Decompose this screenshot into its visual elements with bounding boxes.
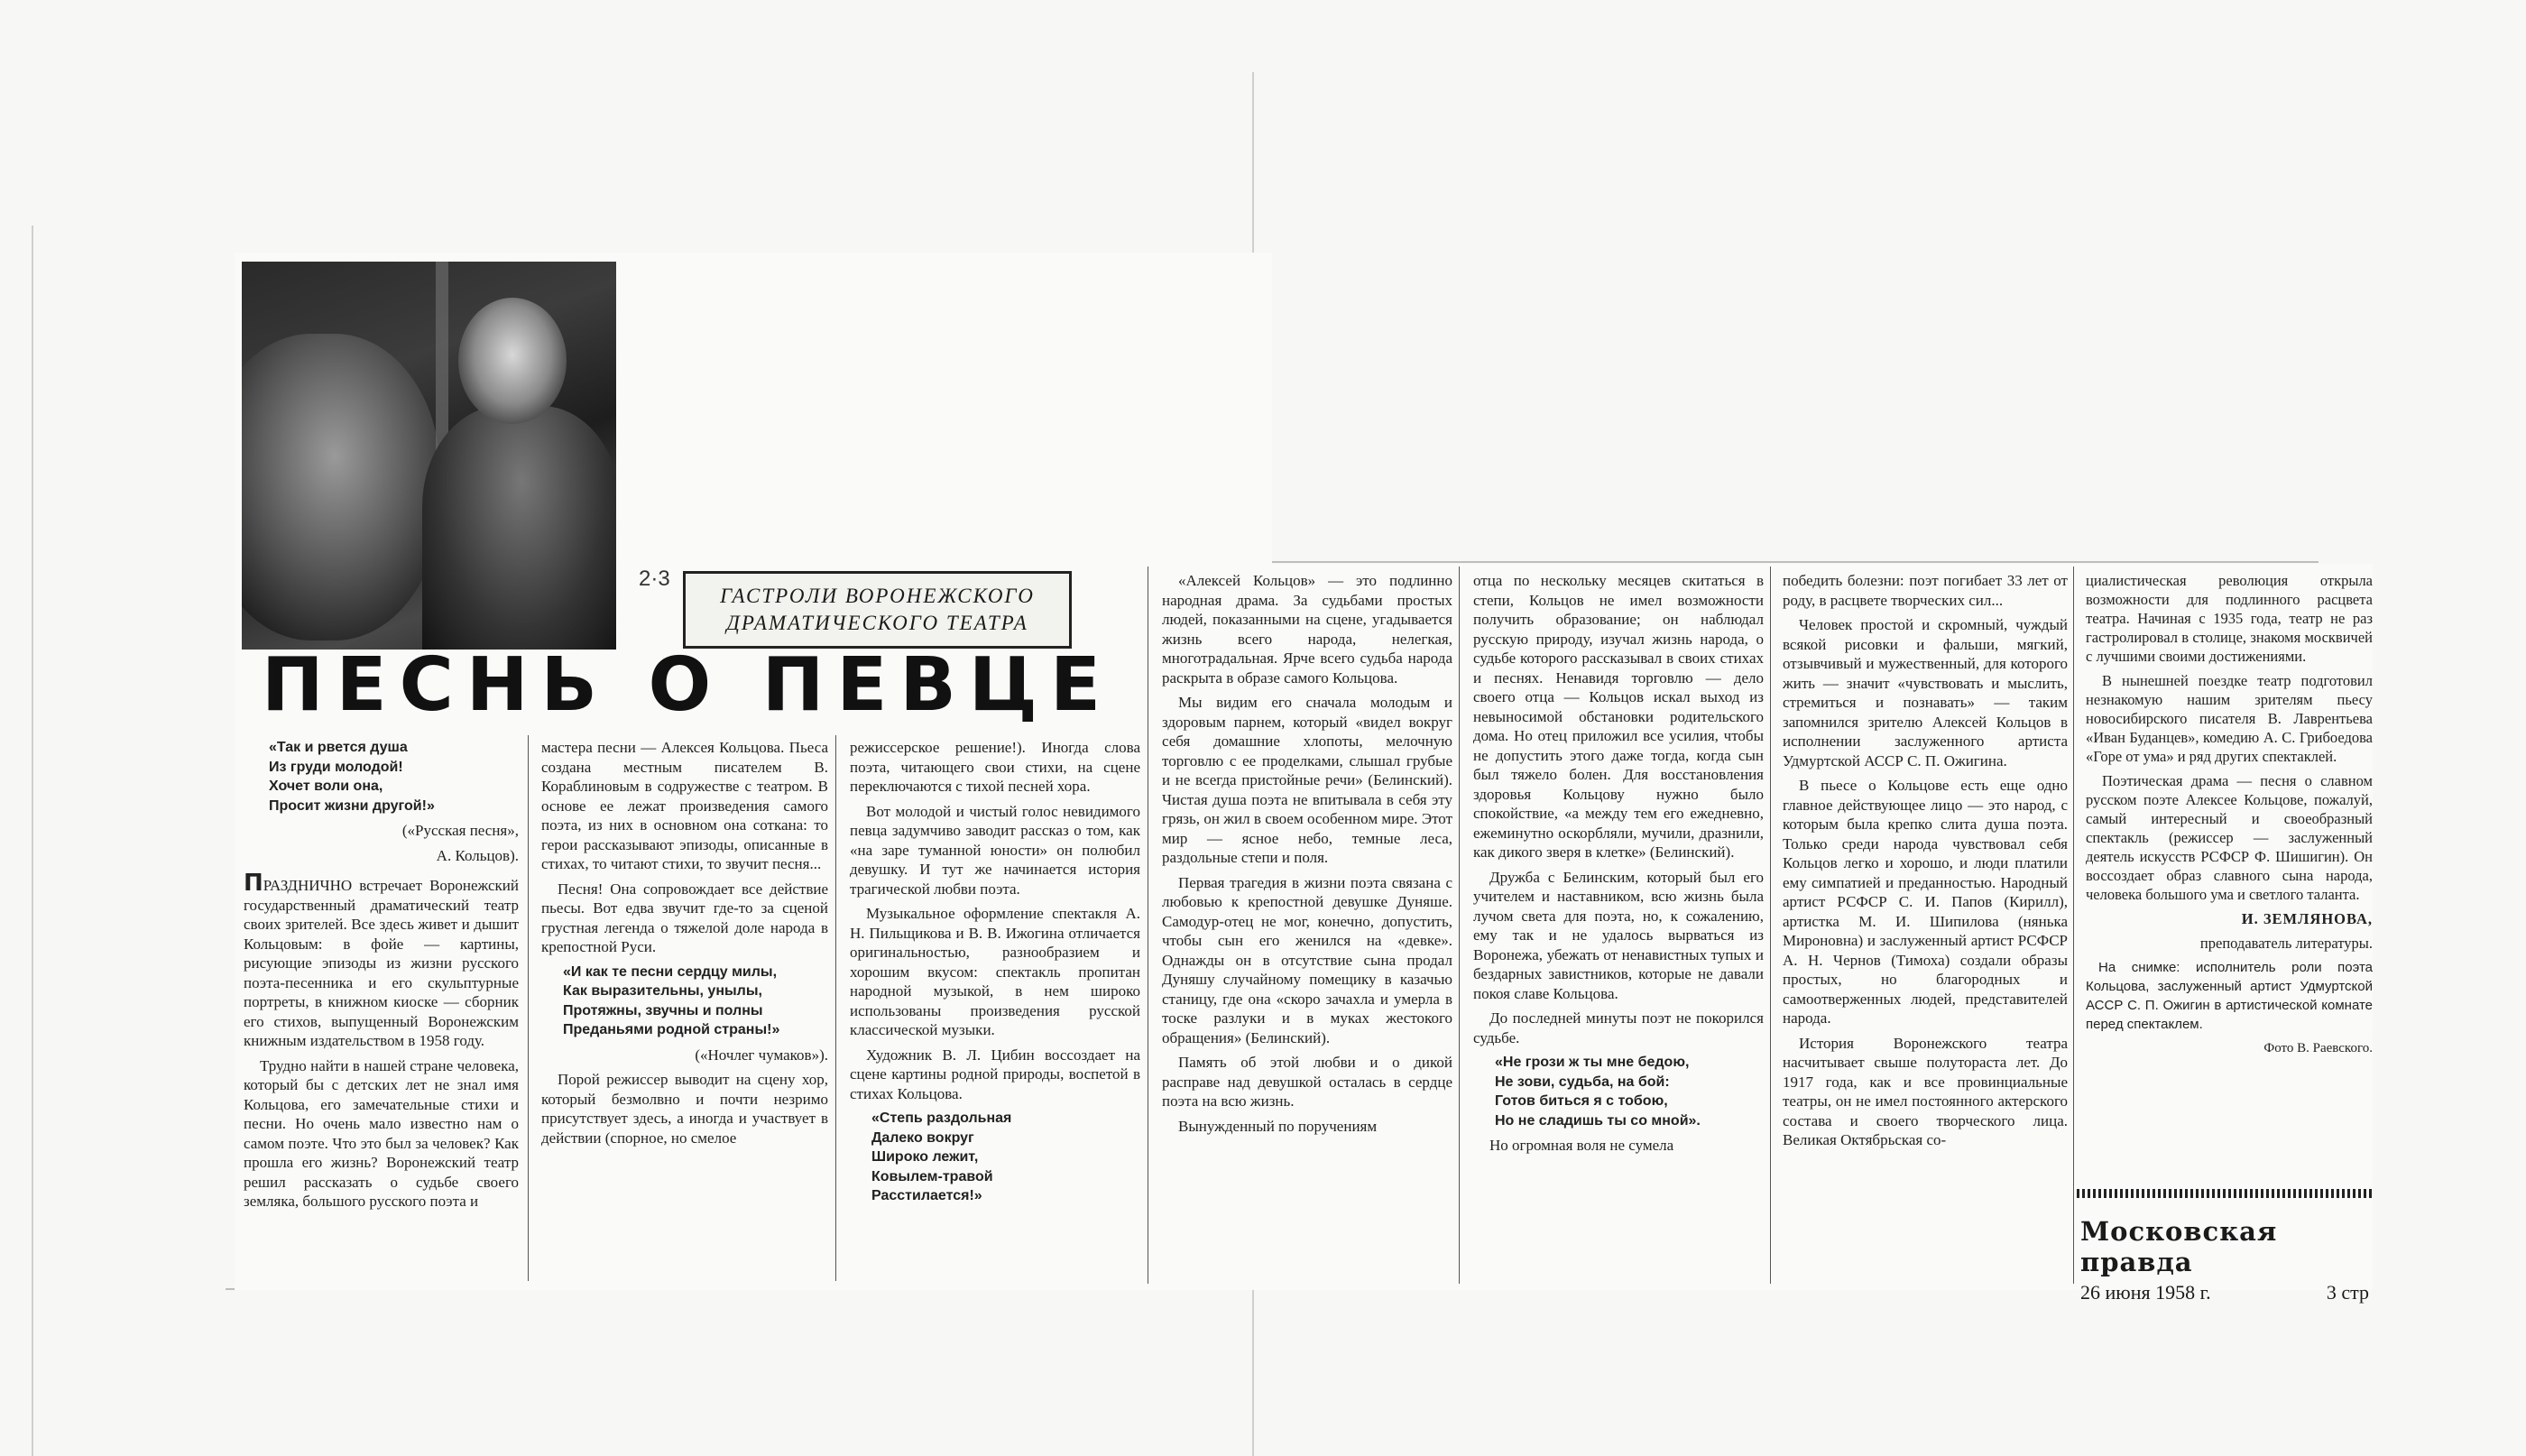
column-rule [1770,567,1771,1284]
paragraph: Порой режиссер выводит на сцену хор, который безмолвно и почти незримо присутствует здесь, а иногда и участвует в действии (спорное, но смелое [541,1071,828,1147]
masthead-hatch-rule [2077,1189,2374,1198]
issue-date: 26 июня 1958 г. [2080,1281,2211,1304]
paragraph: отца по нескольку месяцев скитаться в степи, Кольцов не имел возможности получить образование; он наблюдал русскую природу, изучал жизнь народа, о судьбе которого рассказывал в своих стихах и песнях. Ненавидя торговлю — дело своего отца — Кольцов искал выход из невыносимой обстановки родительского дома. Но отец приложил все усилия, чтобы не допустить этого даже тогда, когда сын был тяжело болен. Для восстановления здоровья Кольцову нужно было спокойствие, «а между тем его ежедневно, ежеминутно оскорбляли, мучили, дразнили, как дикого зверя в клетке» (Белинский). [1473,572,1764,861]
verse-quote: «И как те песни сердцу милы, Как выразительны, унылы, Протяжны, звучны и полны Преданьями родной страны!» [563,963,780,1037]
paragraph: мастера песни — Алексея Кольцова. Пьеса создана местным писателем В. Кораблиновым в содружестве с театром. В основе ее лежат произведения самого поэта, из них в основном она соткана: то герои рассказывают эпизоды, описанные в стихах, то читают стихи, то звучит песня... [541,739,828,872]
page-number: 3 стр [2326,1281,2369,1304]
paragraph: Вынужденный по поручениям [1178,1117,1378,1135]
column-rule [835,735,836,1281]
paragraph: Поэтическая драма — песня о славном русском поэте Алексее Кольцове, пожалуй, самый интересный и своеобразный спектакль (режиссер — заслуженный деятель искусств РСФСР Ф. Шишигин). Он воссоздает образ славного сына народа, человека большого ума и светлого таланта. [2086,772,2373,903]
column-rule [1459,567,1460,1284]
paragraph: «Алексей Кольцов» — это подлинно народная драма. За судьбами простых людей, показанными на сцене, угадывается жизнь всего народа, нелегкая, многотрадальная. Ярче всего судьба народа раскрыта в образе самого Кольцова. [1162,572,1452,687]
article-column-3 [850,738,1140,1212]
paragraph: Мы видим его сначала молодым и здоровым парнем, который «видел вокруг себя домашние хлопоты, мелочную торговлю с ее проделками, слышал грубые и не всегда пристойные речи» (Белинский). Чистая душа поэта не впитывала в себя эту грязь, он жил в своем особенном мире. Этот мир — ясное небо, темные леса, раздольные степи и поля. [1162,694,1452,866]
article-column-2 [541,738,828,1153]
scan-edge-left [32,226,33,1456]
column-rule [2073,567,2074,1284]
paragraph: Песня! Она сопровождает все действие пьесы. Вот едва звучит где-то за сценой грустная легенда о тяжелой доле народа в крепостной Руси. [541,880,828,955]
epigraph-source: («Русская песня», [401,822,519,839]
verse-quote: «Не грози ж ты мне бедою, Не зови, судьба, на бой: Готов биться я с тобою, Но не сладишь ты со мной». [1495,1055,1701,1129]
rubric-line-2: ДРАМАТИЧЕСКОГО ТЕАТРА [726,612,1028,634]
author-role: преподаватель литературы. [2199,935,2373,952]
article-column-7 [2086,571,2373,1064]
handwritten-mark: 2·3 [639,567,670,591]
column-rule [528,735,529,1281]
rubric-banner [683,571,1072,649]
drop-cap: П [244,870,263,897]
verse-quote: «Степь раздольная Далеко вокруг Широко лежит, Ковылем-травой Расстилается!» [871,1110,1012,1203]
epigraph-author: А. Кольцов). [436,846,519,864]
paragraph: режиссерское решение!). Иногда слова поэта, читающего свои стихи, на сцене переключаются с тихой песней хора. [850,739,1140,795]
article-column-1 [244,738,519,1217]
paragraph: История Воронежского театра насчитывает свыше полутораста лет. До 1917 года, как и все провинциальные театры, он не имел постоянного актерского состава и своего творческого лица. Великая Октябрьская со- [1783,1034,2068,1148]
newspaper-name: Московская правда [2080,1216,2278,1277]
verse-source: («Ночлег чумаков»). [695,1046,828,1064]
paragraph: Человек простой и скромный, чуждый всякой рисовки и фальши, мягкий, отзывчивый и мужественный, для которого жить — значит «чувствовать и мыслить, стремиться и познавать» — таким запомнился зрителю Алексей Кольцов в исполнении заслуженного артиста Удмуртской АССР С. П. Ожигина. [1783,616,2068,769]
paragraph: Вот молодой и чистый голос невидимого певца задумчиво заводит рассказ о том, как «на заре туманной юности» он полюбил девушку. И тут же начинается история трагической любви поэта. [850,802,1140,898]
paragraph: Но огромная воля не сумела [1489,1137,1674,1154]
paragraph: циалистическая революция открыла возможности для подлинного расцвета театра. Начиная с 1935 года, театр не раз гастролировал в столице, знакомя москвичей с лучшими своими достижениями. [2086,572,2373,665]
paragraph: Трудно найти в нашей стране человека, который бы с детских лет не знал имя Кольцова, его замечательные стихи и песни. Но очень мало известно нам о самом поэте. Что это был за человек? Как прошла его жизнь? Воронежский театр решил рассказать о судьбе своего земляка, большого русского поэта и [244,1056,519,1210]
photo-credit: Фото В. Раевского. [2263,1041,2373,1055]
article-column-4 [1162,571,1452,1141]
paragraph: победить болезни: поэт погибает 33 лет от роду, в расцвете творческих сил... [1783,572,2068,609]
paragraph: Музыкальное оформление спектакля А. Н. Пильщикова и В. В. Ижогина отличается оригинальностью, разнообразием и хорошим вкусом: спектакль пропитан народной музыкой, в нем широко использованы произведения русской классической музыки. [850,905,1140,1038]
article-column-5 [1473,571,1764,1161]
photo-figure-reflection-face [458,298,567,424]
paragraph: Дружба с Белинским, который был его учителем и наставником, всю жизнь была лучом света для поэта, но, к сожалению, ему так и не удалось вырваться из Воронежа, убежать от ненавистных тупых и бездарных завистников, которые не давали покоя славе Кольцова. [1473,868,1764,1002]
epigraph-verse: «Так и рвется душа Из груди молодой! Хочет воли она, Просит жизни другой!» [269,740,435,814]
author-signature: И. ЗЕМЛЯНОВА, [2241,910,2373,927]
article-headline: ПЕСНЬ О ПЕВЦЕ [262,642,1113,728]
paragraph: До последней минуты поэт не покорился судьбе. [1473,1009,1764,1046]
paragraph: В пьесе о Кольцове есть еще одно главное действующее лицо — это народ, с которым была крепко слита душа поэта. Только среди народа чувствовал себя Кольцов легко и хорошо, и люди платили ему симпатией и преданностью. Народный артист РСФСР С. И. Папов (Кирилл), артистка М. И. Шипилова (нянька Мироновна) и заслуженный артист РСФСР А. Н. Чернов (Тимоха) создали образы простых, но благородных и самоотверженных людей, представителей народа. [1783,777,2068,1027]
paragraph: Память об этой любви и о дикой расправе над девушкой осталась в сердце поэта на всю жизнь. [1162,1054,1452,1110]
article-column-6 [1783,571,2068,1156]
photo-caption: На снимке: исполнитель роли поэта Кольцова, заслуженный артист Удмуртской АССР С. П. Ожигин в артистической комнате перед спектаклем. [2086,960,2373,1032]
photo-figure-reflection-body [422,406,616,650]
paragraph: Художник В. Л. Цибин воссоздает на сцене картины родной природы, воспетой в стихах Кольцова. [850,1046,1140,1102]
performer-photo [242,262,616,650]
paragraph: В нынешней поездке театр подготовил незнакомую нашим зрителям пьесу новосибирского писателя В. Лаврентьева «Иван Буданцев», комедию А. С. Грибоедова «Горе от ума» и ряд других спектаклей. [2086,672,2373,765]
rubric-line-1: ГАСТРОЛИ ВОРОНЕЖСКОГО [720,585,1035,607]
photo-figure-foreground [242,334,440,640]
clipping-edge-top [1101,561,2319,563]
paragraph: Первая трагедия в жизни поэта связана с любовью к крепостной девушке Дуняше. Самодур-отец не мог, конечно, допустить, чтобы сын его женился на «девке». Однажды он в отсутствие сына продал Дуняшу случайному помещику в казачью станицу, где она «скоро зачахла и умерла в тоске разлуки и в муках жестокого обращения» (Белинский). [1162,873,1452,1046]
paragraph: РАЗДНИЧНО встречает Воронежский государственный драматический театр своих зрителей. Все здесь живет и дышит Кольцовым: в фойе — картины, рисующие эпизоды из жизни русского поэта-песенника и его скульптурные портреты, в книжном киоске — сборник его стихов, выпущенный Воронежским книжным издательством в 1958 году. [244,877,519,1049]
newspaper-masthead [2080,1216,2369,1304]
